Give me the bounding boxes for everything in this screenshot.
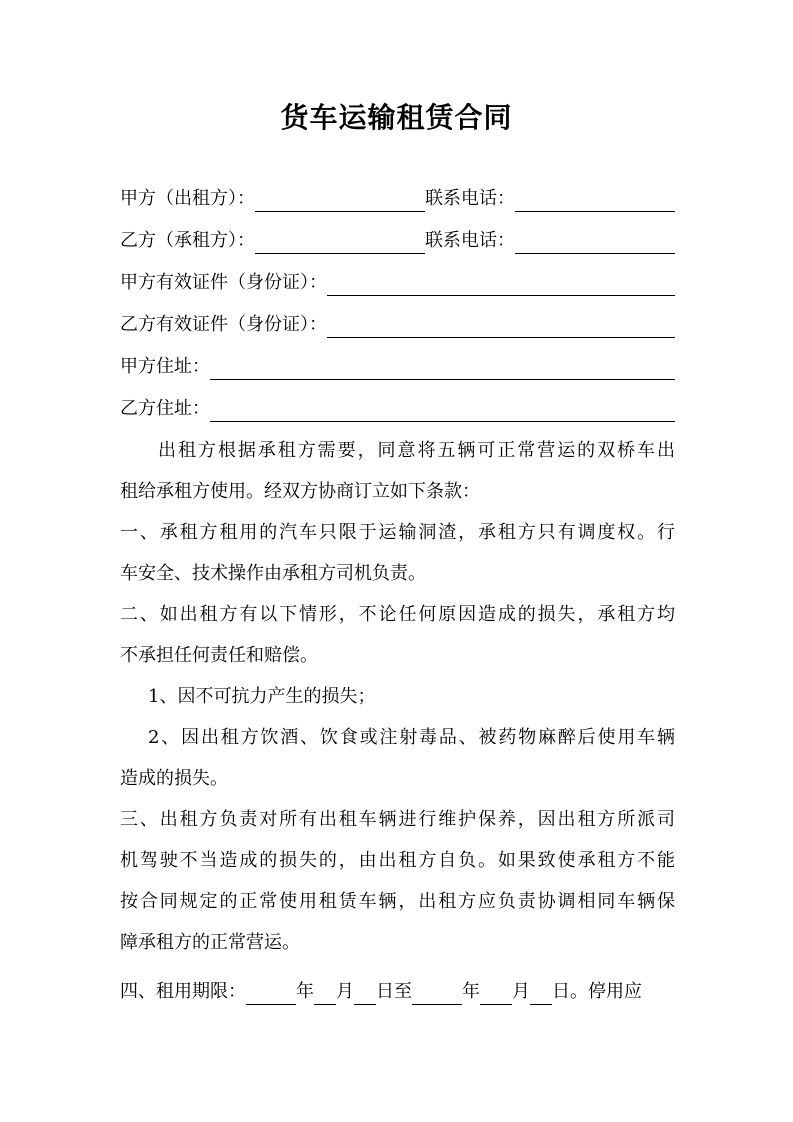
lessee-phone-blank[interactable] xyxy=(515,233,675,254)
lessee-address-label: 乙方住址： xyxy=(120,398,210,419)
lessor-name-blank[interactable] xyxy=(255,191,425,212)
start-month-blank[interactable] xyxy=(314,984,336,1005)
lessor-address-label: 甲方住址： xyxy=(120,356,210,377)
lessee-id-row xyxy=(120,312,675,338)
lessor-id-label: 甲方有效证件（身份证）： xyxy=(120,272,327,293)
end-year-label: 年 xyxy=(462,981,480,1002)
lessor-id-row xyxy=(120,270,675,296)
lessor-id-blank[interactable] xyxy=(327,275,675,296)
lessee-phone-label: 联系电话： xyxy=(425,230,515,251)
start-day-blank[interactable] xyxy=(354,984,376,1005)
lessee-address-row xyxy=(120,396,675,422)
contract-body xyxy=(120,438,675,971)
clause-4-row xyxy=(120,979,675,1005)
clause-3-line-3: 按合同规定的正常使用租赁车辆，出租方应负责协调相同车辆保 xyxy=(120,891,675,912)
lessor-address-blank[interactable] xyxy=(210,359,675,380)
clause-1-line-1: 一、承租方租用的汽车只限于运输洞渣，承租方只有调度权。行 xyxy=(120,522,675,543)
lessee-label: 乙方（承租方）： xyxy=(120,230,255,251)
clause-2-item-2-line-1: 2、因出租方饮酒、饮食或注射毒品、被药物麻醉后使用车辆 xyxy=(148,727,675,748)
start-year-label: 年 xyxy=(296,981,314,1002)
lessor-label: 甲方（出租方）： xyxy=(120,188,255,209)
clause-2-line-2: 不承担任何责任和赔偿。 xyxy=(120,645,318,666)
document-title: 货车运输租赁合同 xyxy=(280,101,513,134)
end-month-blank[interactable] xyxy=(480,984,512,1005)
lessor-row xyxy=(120,186,675,212)
clause-2-item-2-line-2: 造成的损失。 xyxy=(120,768,228,789)
end-day-blank[interactable] xyxy=(530,984,552,1005)
lessee-row xyxy=(120,228,675,254)
intro-line-1: 出租方根据承租方需要，同意将五辆可正常营运的双桥车出 xyxy=(158,440,675,461)
lessor-phone-blank[interactable] xyxy=(515,191,675,212)
lessee-id-label: 乙方有效证件（身份证）： xyxy=(120,314,327,335)
lessee-id-blank[interactable] xyxy=(327,317,675,338)
lessee-name-blank[interactable] xyxy=(255,233,425,254)
clause-2-line-1: 二、如出租方有以下情形，不论任何原因造成的损失，承租方均 xyxy=(120,604,675,625)
clause-4-prefix: 四、租用期限： xyxy=(120,981,246,1002)
end-day-label: 日。停用应 xyxy=(552,981,642,1002)
intro-line-2: 租给承租方使用。经双方协商订立如下条款： xyxy=(120,481,480,502)
start-month-label: 月 xyxy=(336,981,354,1002)
start-year-blank[interactable] xyxy=(246,984,296,1005)
lessee-address-blank[interactable] xyxy=(210,401,675,422)
clause-3-line-2: 机驾驶不当造成的损失的，由出租方自负。如果致使承租方不能 xyxy=(120,850,675,871)
clause-3-line-1: 三、出租方负责对所有出租车辆进行维护保养，因出租方所派司 xyxy=(120,809,675,830)
end-year-blank[interactable] xyxy=(412,984,462,1005)
clause-2-item-1: 1、因不可抗力产生的损失； xyxy=(148,686,376,707)
lessor-phone-label: 联系电话： xyxy=(425,188,515,209)
lessor-address-row xyxy=(120,354,675,380)
start-day-label: 日至 xyxy=(376,981,412,1002)
end-month-label: 月 xyxy=(512,981,530,1002)
clause-1-line-2: 车安全、技术操作由承租方司机负责。 xyxy=(120,563,426,584)
clause-3-line-4: 障承租方的正常营运。 xyxy=(120,932,300,953)
